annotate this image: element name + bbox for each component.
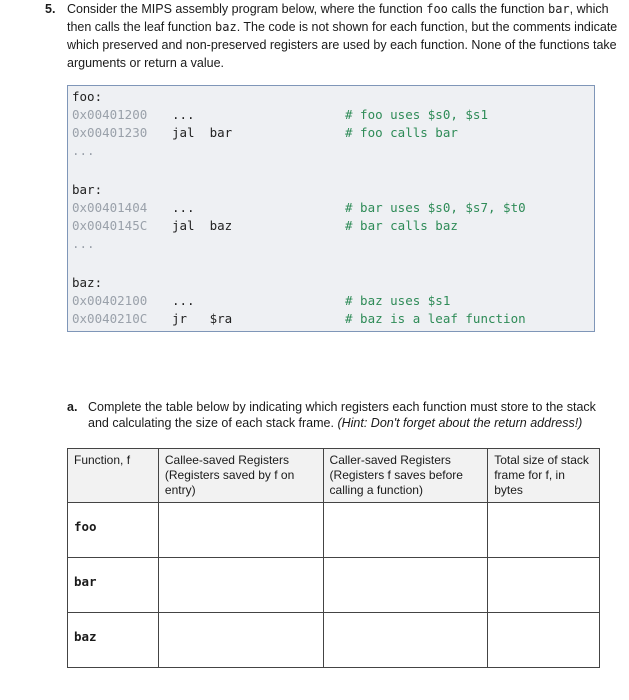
code-line [72, 124, 590, 142]
instruction: jal bar [172, 125, 233, 140]
comment: # bar calls baz [345, 218, 458, 233]
part-a [67, 399, 612, 431]
ellipsis: ... [72, 236, 95, 251]
question-5 [45, 0, 620, 72]
address: 0x00402100 [72, 293, 148, 308]
table-header-row [68, 449, 600, 503]
code-section-bar [72, 181, 590, 253]
hint: (Hint: Don't forget about the return address!) [337, 416, 583, 430]
func-foo-ref: foo [426, 2, 448, 16]
comment: # foo calls bar [345, 125, 458, 140]
code-line [72, 310, 590, 328]
caller-saved-cell[interactable] [323, 503, 488, 558]
address: 0x0040145C [72, 218, 148, 233]
function-label: baz: [72, 275, 103, 290]
caller-saved-cell[interactable] [323, 613, 488, 668]
header-total-size: Total size of stack frame for f, in bytes [488, 449, 600, 503]
total-size-cell[interactable] [488, 503, 600, 558]
address: 0x00401230 [72, 125, 148, 140]
instruction: jr $ra [172, 311, 233, 326]
instruction: ... [172, 293, 195, 308]
header-function: Function, f [68, 449, 159, 503]
callee-saved-cell[interactable] [158, 503, 323, 558]
function-name-cell: bar [68, 558, 159, 613]
table-row [68, 613, 600, 668]
function-label: bar: [72, 182, 103, 197]
caller-saved-cell[interactable] [323, 558, 488, 613]
header-callee-saved: Callee-saved Registers (Registers saved by f on entry) [158, 449, 323, 503]
question-number: 5. [45, 2, 56, 16]
table-row [68, 503, 600, 558]
ellipsis: ... [72, 143, 95, 158]
code-line [72, 199, 590, 217]
function-label: foo: [72, 89, 103, 104]
function-name-cell: baz [68, 613, 159, 668]
comment: # baz uses $s1 [345, 293, 451, 308]
part-a-label: a. [67, 400, 78, 414]
address: 0x00401404 [72, 200, 148, 215]
total-size-cell[interactable] [488, 558, 600, 613]
code-section-baz [72, 274, 590, 328]
code-line [72, 292, 590, 310]
function-name-cell: foo [68, 503, 159, 558]
code-line [72, 217, 590, 235]
question-text: Consider the MIPS assembly program below, where the function foo calls the function bar, which then calls the leaf function baz. The code is not shown for each function, but the comments indicate which preserved and non-preserved registers are used by each function. None of the functions take arguments or return a value. [67, 2, 618, 70]
callee-saved-cell[interactable] [158, 558, 323, 613]
address: 0x00401200 [72, 107, 148, 122]
table-row [68, 558, 600, 613]
comment: # bar uses $s0, $s7, $t0 [345, 200, 526, 215]
callee-saved-cell[interactable] [158, 613, 323, 668]
code-section-foo [72, 88, 590, 160]
part-a-text: Complete the table below by indicating which registers each function must store to the stack and calculating the size of each stack frame. (Hint: Don't forget about the return address!) [88, 400, 596, 430]
code-block [67, 85, 595, 332]
func-baz-ref: baz [215, 20, 237, 34]
comment: # baz is a leaf function [345, 311, 526, 326]
comment: # foo uses $s0, $s1 [345, 107, 488, 122]
total-size-cell[interactable] [488, 613, 600, 668]
code-line [72, 106, 590, 124]
stack-frame-table [67, 448, 600, 668]
instruction: ... [172, 200, 195, 215]
instruction: jal baz [172, 218, 233, 233]
func-bar-ref: bar [547, 2, 570, 16]
header-caller-saved: Caller-saved Registers (Registers f saves before calling a function) [323, 449, 488, 503]
address: 0x0040210C [72, 311, 148, 326]
instruction: ... [172, 107, 195, 122]
